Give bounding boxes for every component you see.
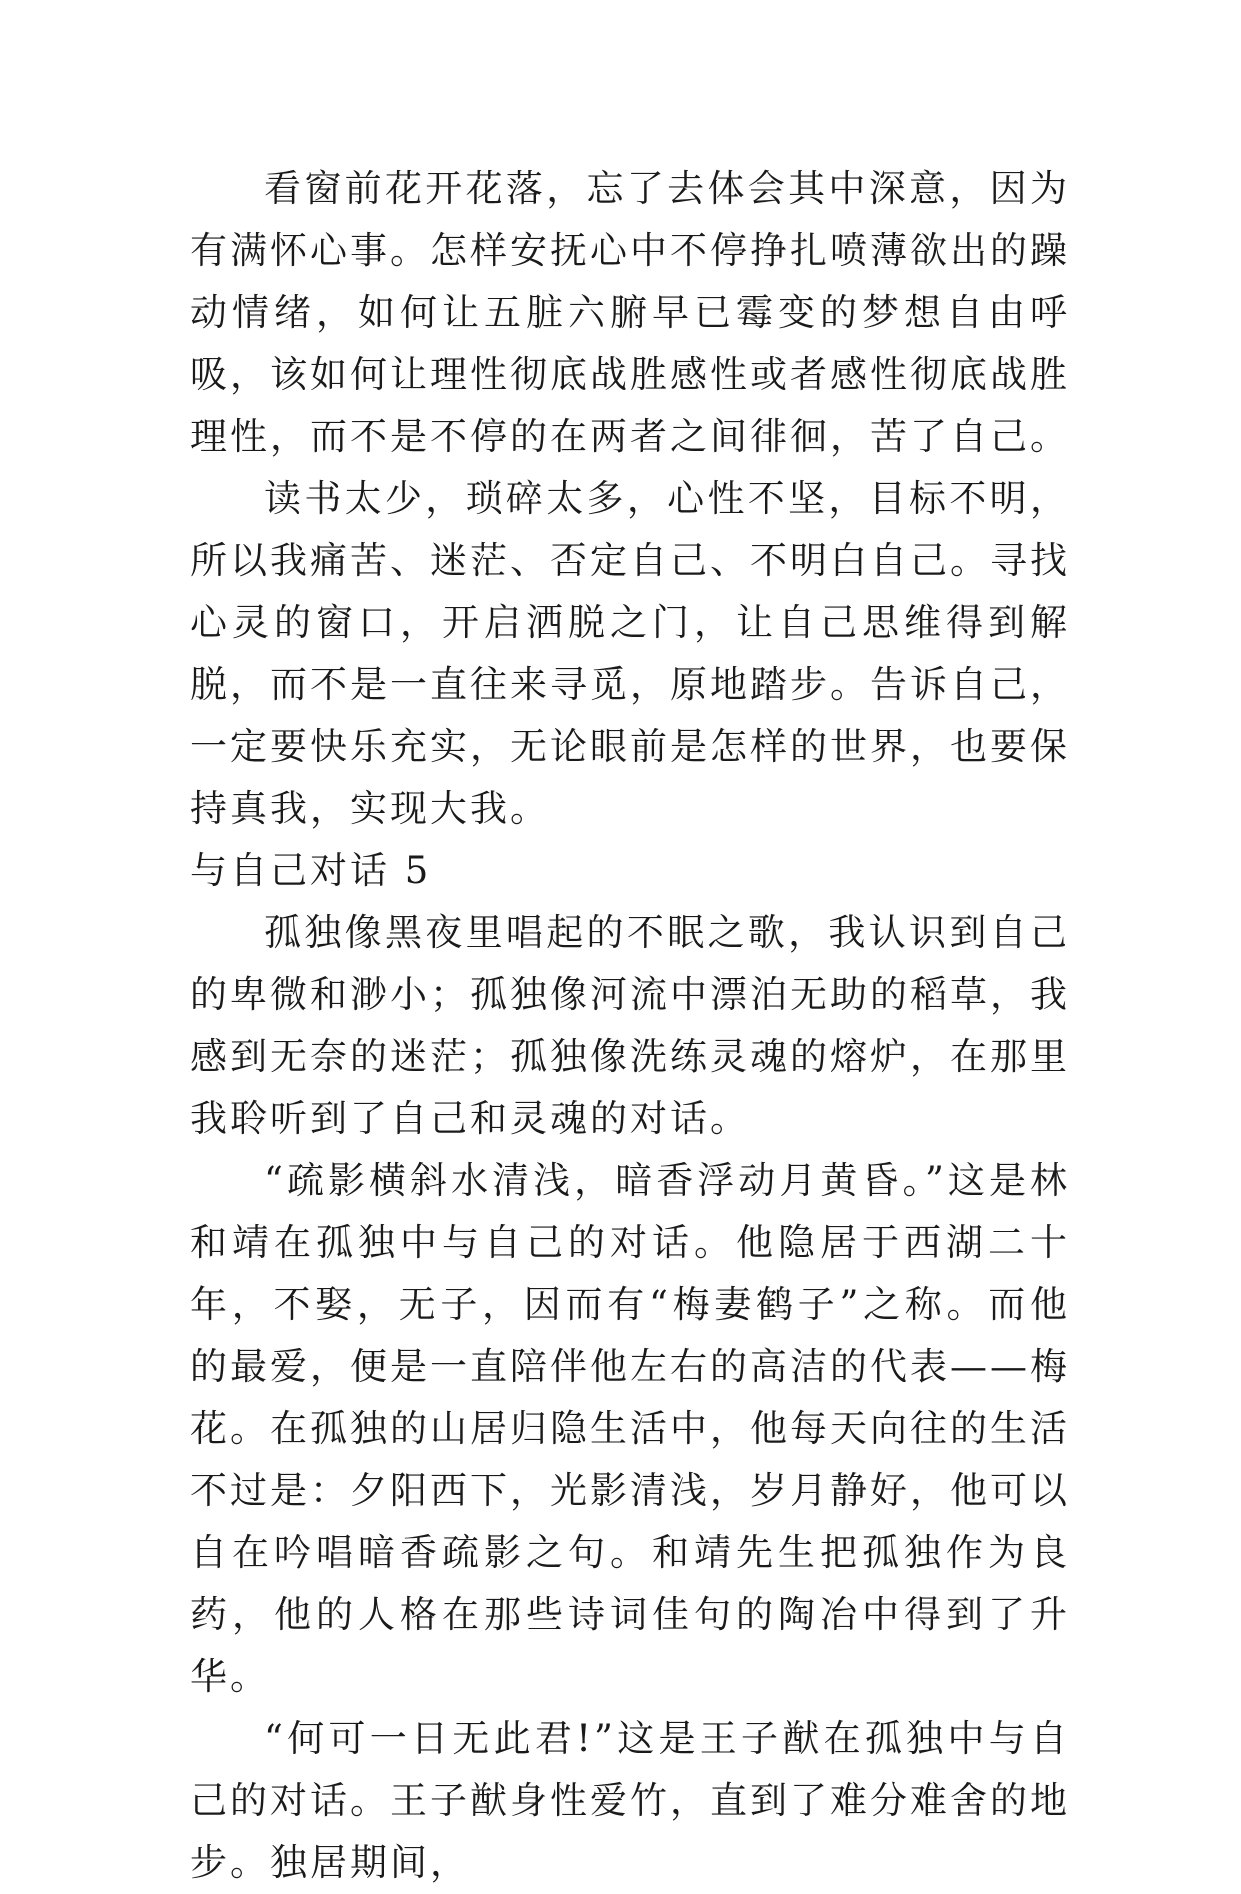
- paragraph: 读书太少，琐碎太多，心性不坚，目标不明，所以我痛苦、迷茫、否定自己、不明白自己。寻找心灵的窗口，开启洒脱之门，让自己思维得到解脱，而不是一直往来寻觅，原地踏步。告诉自己，一定要快乐充实，无论眼前是怎样的世界，也要保持真我，实现大我。: [190, 477, 1070, 830]
- paragraph: “疏影横斜水清浅，暗香浮动月黄昏。”这是林和靖在孤独中与自己的对话。他隐居于西湖二十年，不娶，无子，因而有“梅妻鹤子”之称。而他的最爱，便是一直陪伴他左右的高洁的代表——梅花。在孤独的山居归隐生活中，他每天向往的生活不过是：夕阳西下，光影清浅，岁月静好，他可以自在吟唱暗香疏影之句。和靖先生把孤独作为良药，他的人格在那些诗词佳句的陶冶中得到了升华。: [190, 1159, 1070, 1698]
- paragraph: 孤独像黑夜里唱起的不眠之歌，我认识到自己的卑微和渺小；孤独像河流中漂泊无助的稻草，我感到无奈的迷茫；孤独像洗练灵魂的熔炉，在那里我聆听到了自己和灵魂的对话。: [190, 911, 1070, 1140]
- paragraph: 看窗前花开花落，忘了去体会其中深意，因为有满怀心事。怎样安抚心中不停挣扎喷薄欲出的躁动情绪，如何让五脏六腑早已霉变的梦想自由呼吸，该如何让理性彻底战胜感性或者感性彻底战胜理性，而不是不停的在两者之间徘徊，苦了自己。: [190, 167, 1070, 458]
- section-title: 与自己对话 5: [190, 849, 432, 892]
- paragraph: “何可一日无此君!”这是王子猷在孤独中与自己的对话。王子猷身性爱竹，直到了难分难舍的地步。独居期间，: [190, 1717, 1070, 1884]
- document-page: [190, 158, 1070, 1894]
